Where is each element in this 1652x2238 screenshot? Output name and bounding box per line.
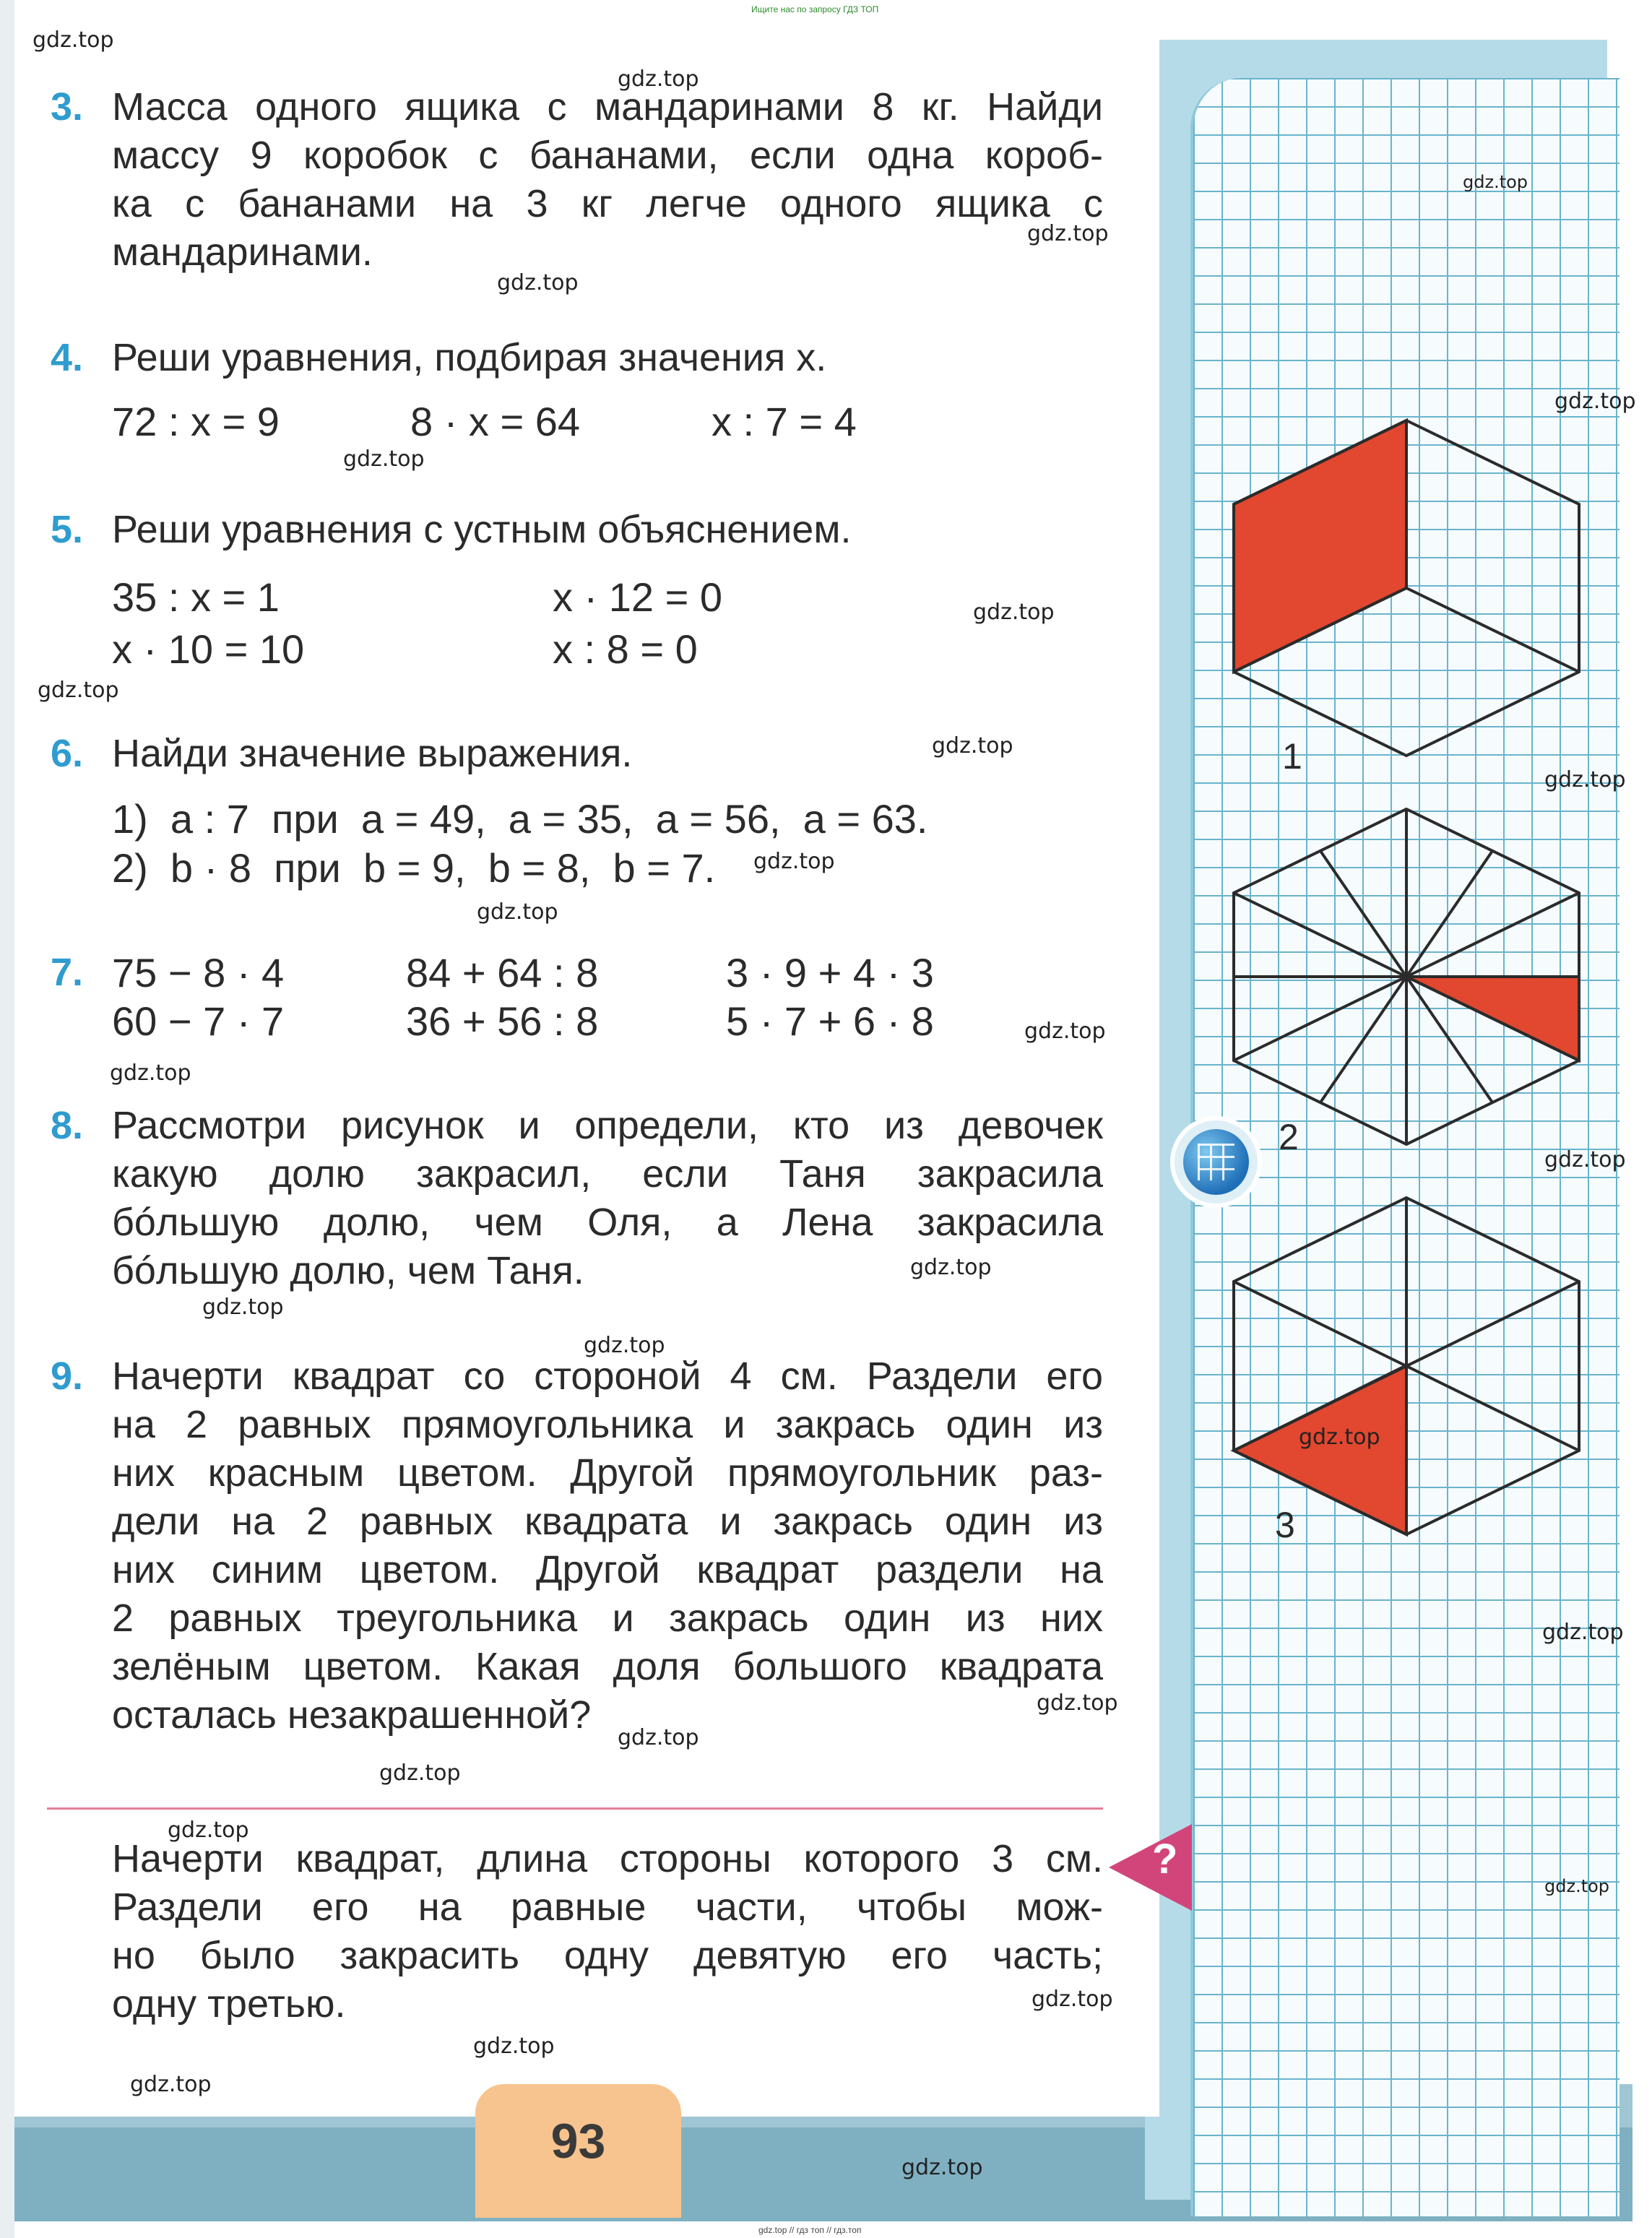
extra-task-line: но было закрасить одну девятую его часть; [112,1934,1103,1977]
watermark: gdz.top [932,733,1013,759]
task-9-line: осталась незакрашенной? [112,1693,592,1737]
task-9-line: 2 равных треугольника и закрась один из них [112,1597,1103,1640]
watermark: gdz.top [497,270,579,295]
task-3-line: мандаринами. [112,230,373,274]
watermark: gdz.top [901,2155,983,2180]
watermark: gdz.top [973,600,1055,625]
task-3-number: 3. [51,85,84,129]
extra-task-line: одну третью. [112,1982,346,2026]
equation: x · 12 = 0 [553,574,723,620]
hexagon-figure-1 [1234,420,1579,756]
watermark: gdz.top [1299,1425,1380,1450]
task-4-text: Реши уравнения, подбирая значения x. [112,336,827,379]
expression: 3 · 9 + 4 · 3 [726,950,934,995]
hexagon-figure-2 [1234,809,1579,1144]
task-8-line: бóльшую долю, чем Таня. [112,1249,584,1292]
page-edge [0,0,14,2238]
task-9-line: них красным цветом. Другой прямоугольник раз- [112,1451,1103,1495]
expression: 60 − 7 · 7 [112,998,285,1044]
watermark: gdz.top [202,1295,284,1320]
task-3-line: Масса одного ящика с мандаринами 8 кг. Найди [112,85,1103,129]
page-number: 93 [550,2114,606,2169]
task-8-line: какую долю закрасил, если Таня закрасила [112,1152,1103,1196]
task-9-line: Начерти квадрат со стороной 4 см. Раздели его [112,1355,1103,1398]
watermark: gdz.top [343,446,425,472]
expression: 5 · 7 + 6 · 8 [726,998,934,1044]
task-6-number: 6. [51,732,84,775]
equation: 72 : x = 9 [112,399,280,444]
watermark: gdz.top [1024,1019,1106,1044]
expression: 84 + 64 : 8 [406,950,599,995]
task-8-line: Рассмотри рисунок и определи, кто из девочек [112,1104,1103,1147]
task-9-number: 9. [51,1355,84,1398]
watermark: gdz.top [1037,1690,1118,1716]
task-3-line: ка с бананами на 3 кг легче одного ящика с [112,182,1103,225]
figure-label-3: 3 [1275,1505,1295,1545]
task-6-item-1: 1) a : 7 при a = 49, a = 35, a = 56, a = 63. [112,796,928,842]
equation: 35 : x = 1 [112,574,280,620]
bottom-notice: gdz.top // гдз топ // гдз.топ [758,2225,862,2235]
page-number-tab [475,2084,681,2218]
task-5-number: 5. [51,508,84,551]
task-9-line: на 2 равных прямоугольника и закрась один из [112,1403,1103,1446]
question-mark-glyph: ? [1152,1836,1178,1883]
watermark: gdz.top [584,1333,665,1358]
task-8-number: 8. [51,1104,84,1147]
watermark: gdz.top [753,849,835,874]
watermark: gdz.top [379,1760,461,1786]
task-7-number: 7. [51,951,84,994]
extra-task-line: Начерти квадрат, длина стороны которого 3 см. [112,1837,1103,1880]
watermark: gdz.top [1544,1876,1610,1896]
task-5-text: Реши уравнения с устным объяснением. [112,508,852,551]
watermark: gdz.top [168,1818,249,1843]
equation: x : 7 = 4 [712,399,857,444]
section-divider [47,1807,1103,1810]
watermark: gdz.top [618,1725,699,1750]
task-3-text [112,83,1103,277]
figure-label-1: 1 [1282,736,1302,777]
expression: 36 + 56 : 8 [406,998,599,1044]
watermark: gdz.top [1027,221,1109,246]
hexagon-figure-3 [1234,1198,1579,1534]
watermark: gdz.top [473,2034,555,2059]
task-4-number: 4. [51,336,84,379]
figure-label-2: 2 [1279,1117,1299,1157]
extra-task-line: Раздели его на равные части, чтобы мож- [112,1885,1103,1929]
equation: 8 · x = 64 [410,399,581,444]
task-6-item-2: 2) b · 8 при b = 9, b = 8, b = 7. [112,845,716,891]
watermark: gdz.top [1554,389,1636,414]
extra-task-text [112,1835,1103,2029]
equation: x · 10 = 10 [112,626,305,672]
fig1-red-fill [1234,420,1406,672]
watermark: gdz.top [1544,1147,1626,1172]
equation: x : 8 = 0 [553,626,698,672]
watermark: gdz.top [910,1255,992,1280]
watermark: gdz.top [1032,1987,1113,2012]
watermark: gdz.top [1542,1620,1624,1645]
task-9-text [112,1352,1103,1740]
top-notice: Ищите нас по запросу ГДЗ ТОП [751,4,879,14]
watermark: gdz.top [1463,172,1528,192]
fig3-red-fill [1234,1365,1406,1534]
task-9-line: дели на 2 равных квадрата и закрась один из [112,1500,1103,1543]
task-9-line: них синим цветом. Другой квадрат раздели на [112,1548,1103,1591]
expression: 75 − 8 · 4 [112,950,285,995]
hexagon-figures [1221,412,1596,1539]
question-marker-icon [1109,1824,1192,1911]
task-6-text: Найди значение выражения. [112,732,633,775]
watermark: gdz.top [477,899,558,925]
task-9-line: зелёным цветом. Какая доля большого квадрата [112,1645,1103,1688]
task-8-line: бóльшую долю, чем Оля, а Лена закрасила [112,1201,1103,1244]
watermark: gdz.top [130,2072,212,2097]
watermark: gdz.top [1544,767,1626,792]
watermark: gdz.top [110,1060,191,1086]
task-3-line: массу 9 коробок с бананами, если одна короб- [112,134,1103,177]
watermark: gdz.top [33,27,114,53]
watermark: gdz.top [38,678,119,703]
watermark: gdz.top [618,66,699,92]
